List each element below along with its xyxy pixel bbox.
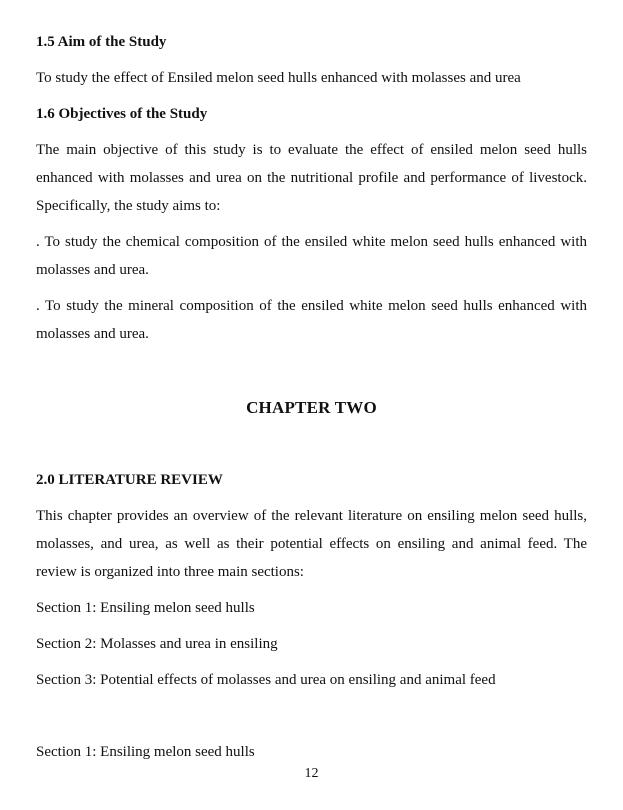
heading-chapter-two: CHAPTER TWO <box>246 398 377 417</box>
section-line-1-repeat: Section 1: Ensiling melon seed hulls <box>36 744 255 760</box>
paragraph-review-intro: This chapter provides an overview of the relevant literature on ensiling melon seed hulls, molasses, and urea, as well as their potential effects on ensiling and animal feed. The review is organized into three main sections: <box>36 508 587 580</box>
page-number: 12 <box>304 766 319 781</box>
section-line-3: Section 3: Potential effects of molasses and urea on ensiling and animal feed <box>36 672 496 688</box>
heading-literature-review: 2.0 LITERATURE REVIEW <box>36 472 223 488</box>
paragraph-objective-mineral: . To study the mineral composition of the ensiled white melon seed hulls enhanced with molasses and urea. <box>36 298 587 342</box>
paragraph-objectives-intro: The main objective of this study is to evaluate the effect of ensiled melon seed hulls enhanced with molasses and urea on the nutritional profile and performance of livestock. Specifically, the study aims to: <box>36 142 587 214</box>
paragraph-aim-text: To study the effect of Ensiled melon seed hulls enhanced with molasses and urea <box>36 70 521 86</box>
heading-aim-of-study: 1.5 Aim of the Study <box>36 34 167 50</box>
section-line-1: Section 1: Ensiling melon seed hulls <box>36 600 255 616</box>
heading-objectives-of-study: 1.6 Objectives of the Study <box>36 106 208 122</box>
paragraph-objective-chemical: . To study the chemical composition of the ensiled white melon seed hulls enhanced with molasses and urea. <box>36 234 587 278</box>
section-line-2: Section 2: Molasses and urea in ensiling <box>36 636 278 652</box>
